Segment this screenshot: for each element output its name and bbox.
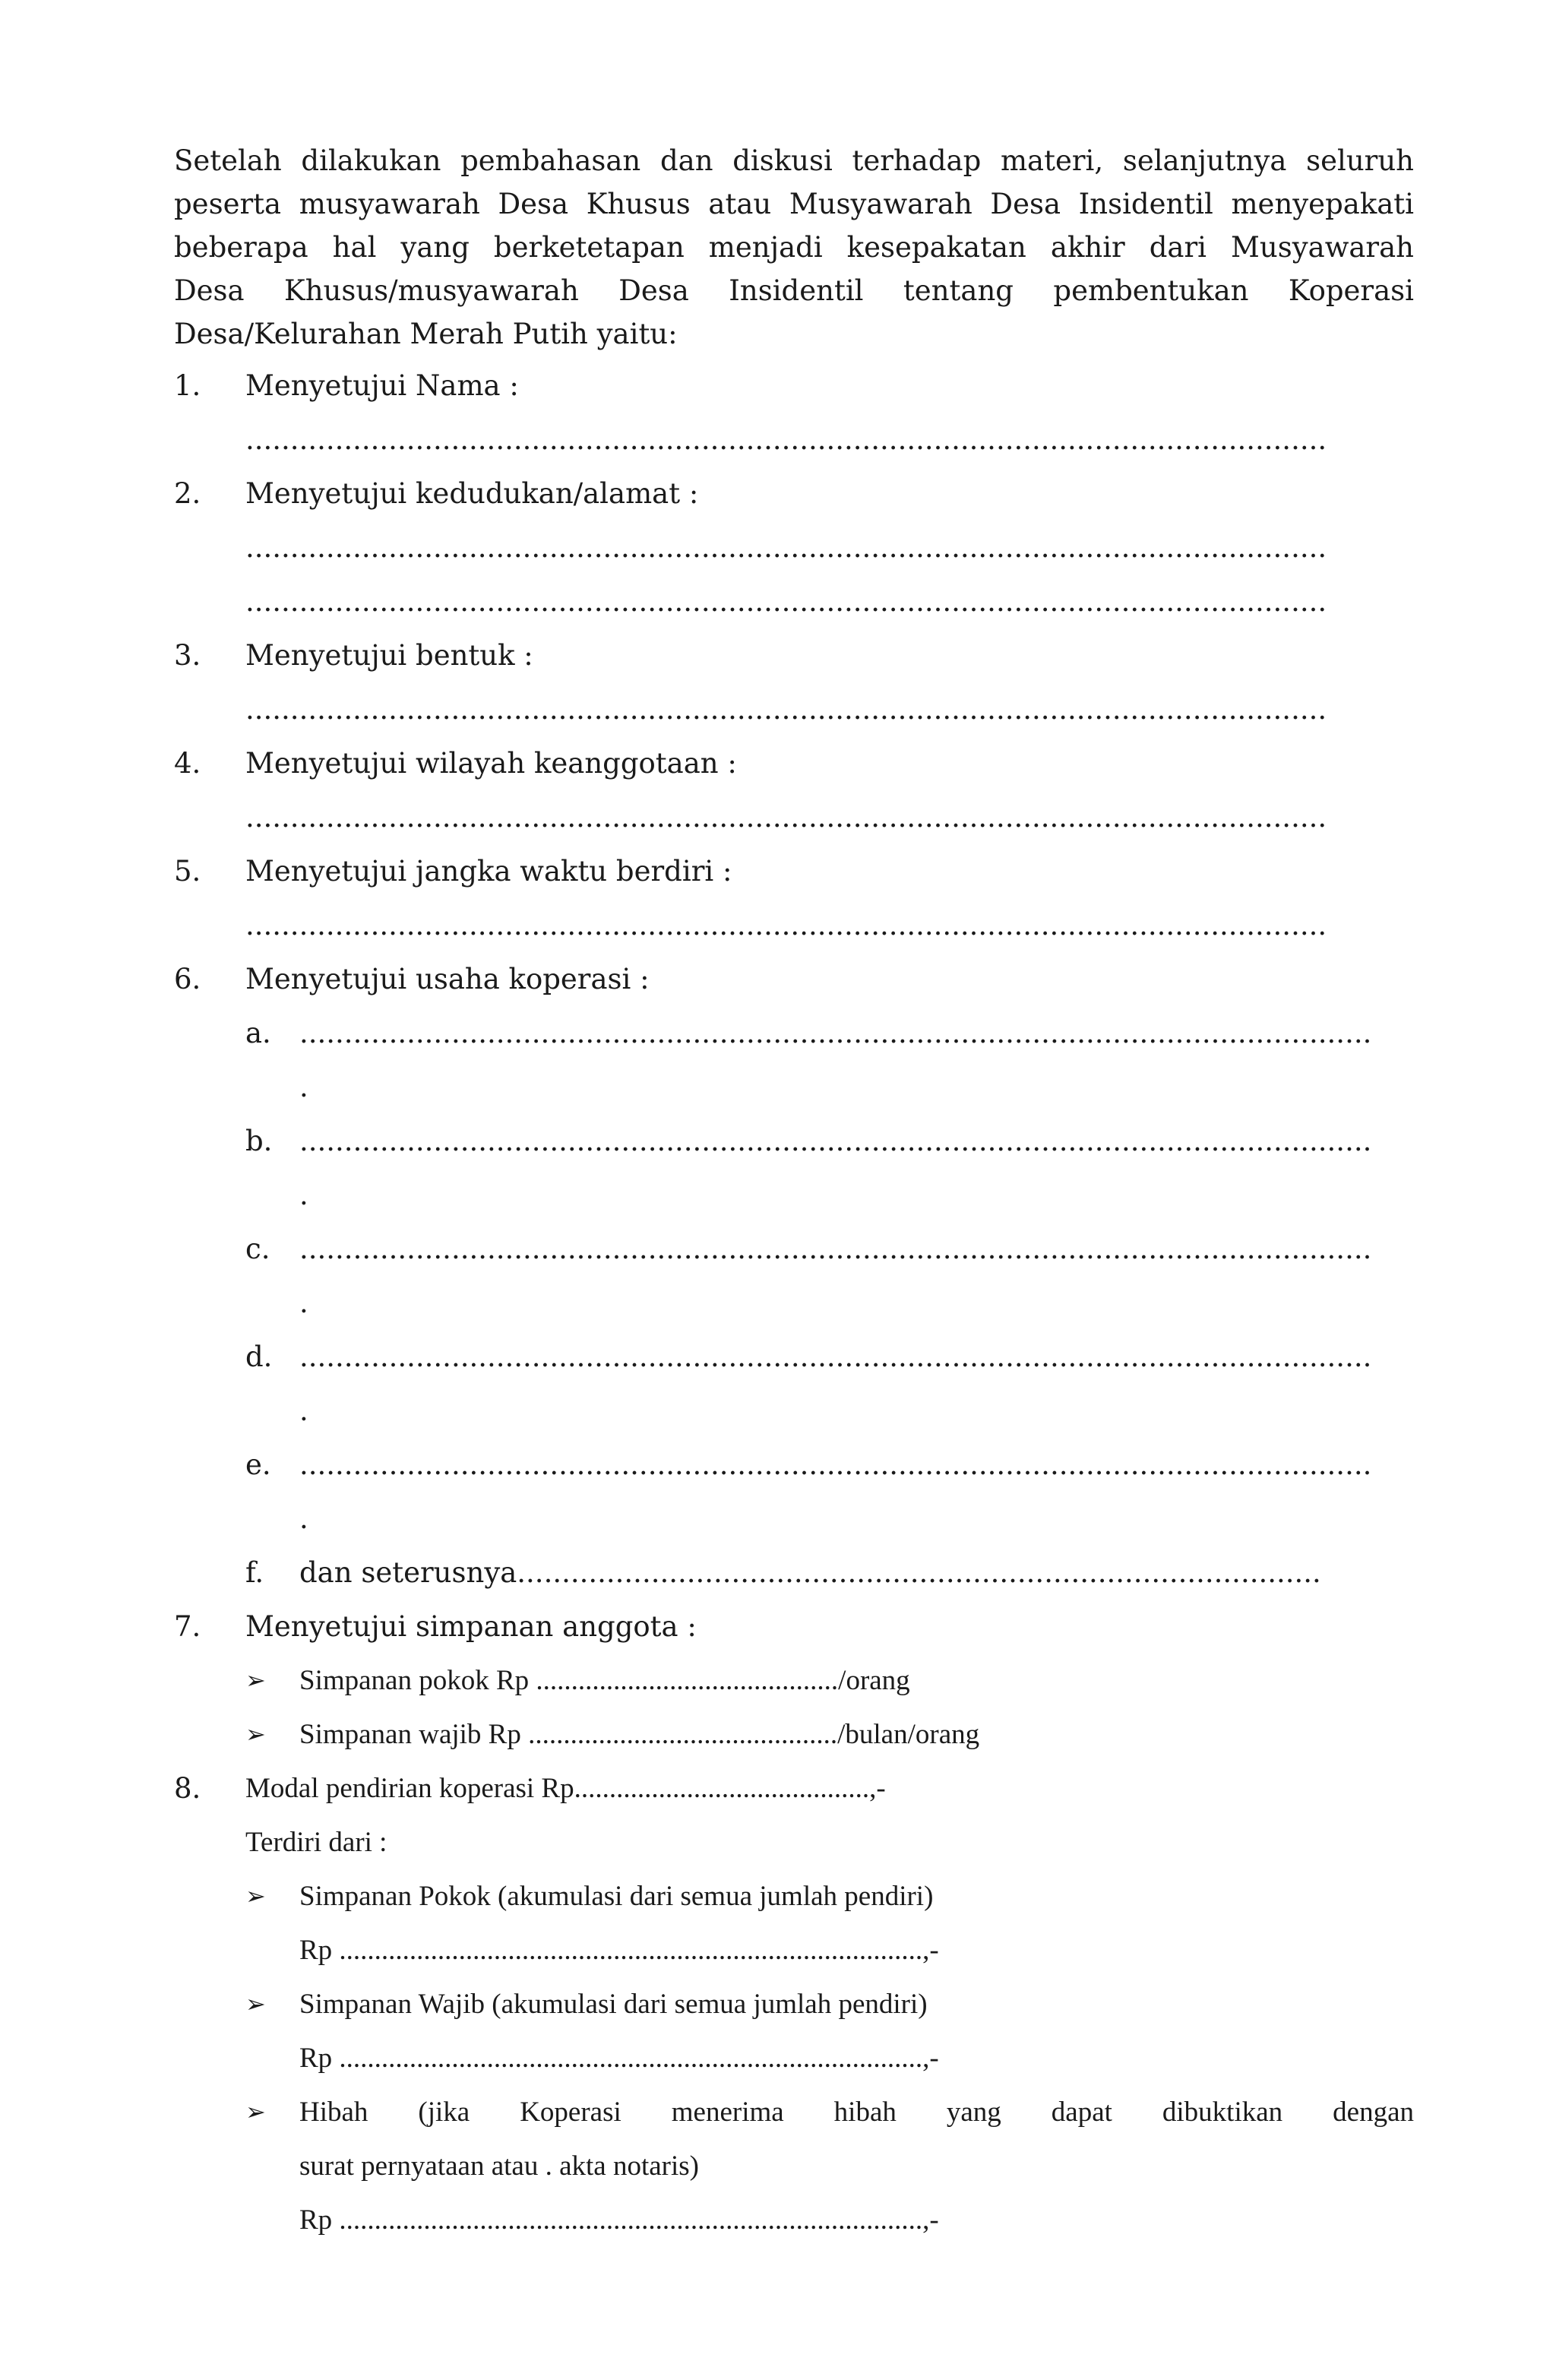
fill-line-usaha-e[interactable]: ........................................................................................................................ <box>299 1448 1372 1481</box>
item-number: 8. <box>174 1772 201 1805</box>
arrowhead-bullet-icon: ➢ <box>245 1720 266 1749</box>
modal-hibah-label-line1: Hibah (jika Koperasi menerima hibah yang dapat dibuktikan dengan <box>299 2097 1414 2128</box>
modal-simpanan-wajib-rp[interactable]: Rp ...................................................................................,- <box>299 2043 939 2074</box>
item-label-modal[interactable]: Modal pendirian koperasi Rp..........................................,- <box>245 1773 886 1804</box>
usaha-wrap-dot: . <box>299 1179 308 1211</box>
fill-line-kedudukan-2[interactable]: ......................................................................................................................... <box>245 585 1327 618</box>
fill-line-usaha-c[interactable]: ........................................................................................................................ <box>299 1233 1372 1265</box>
item-number: 3. <box>174 639 201 672</box>
intro-line: Desa/Kelurahan Merah Putih yaitu: <box>174 318 678 350</box>
arrowhead-bullet-icon: ➢ <box>245 2097 266 2126</box>
usaha-f-text[interactable]: dan seterusnya.......................................................................................... <box>299 1556 1321 1589</box>
terdiri-dari-label: Terdiri dari : <box>245 1827 387 1858</box>
fill-line-usaha-d[interactable]: ........................................................................................................................ <box>299 1340 1372 1373</box>
modal-hibah-label-line2: surat pernyataan atau . akta notaris) <box>299 2151 699 2182</box>
fill-line-bentuk[interactable]: ......................................................................................................................... <box>245 693 1327 726</box>
arrowhead-bullet-icon: ➢ <box>245 1882 266 1910</box>
item-number: 4. <box>174 747 201 780</box>
usaha-letter-a: a. <box>245 1017 271 1049</box>
usaha-letter-d: d. <box>245 1340 273 1373</box>
item-number: 6. <box>174 963 201 995</box>
intro-line: Setelah dilakukan pembahasan dan diskusi terhadap materi, selanjutnya seluruh <box>174 144 1414 177</box>
fill-line-wilayah[interactable]: ......................................................................................................................... <box>245 801 1327 834</box>
fill-line-usaha-a[interactable]: ........................................................................................................................ <box>299 1017 1372 1049</box>
usaha-wrap-dot: . <box>299 1287 308 1319</box>
fill-line-kedudukan-1[interactable]: ......................................................................................................................... <box>245 531 1327 564</box>
simpanan-pokok-line[interactable]: Simpanan pokok Rp .........................................../orang <box>299 1665 910 1696</box>
intro-paragraph <box>174 139 1414 356</box>
modal-simpanan-wajib-label: Simpanan Wajib (akumulasi dari semua jumlah pendiri) <box>299 1989 928 2020</box>
item-label-usaha: Menyetujui usaha koperasi : <box>245 963 650 995</box>
item-label-wilayah: Menyetujui wilayah keanggotaan : <box>245 747 737 780</box>
usaha-wrap-dot: . <box>299 1071 308 1103</box>
intro-line: Desa Khusus/musyawarah Desa Insidentil tentang pembentukan Koperasi <box>174 274 1414 307</box>
modal-hibah-rp[interactable]: Rp ...................................................................................,- <box>299 2204 939 2236</box>
item-label-kedudukan: Menyetujui kedudukan/alamat : <box>245 477 699 510</box>
modal-simpanan-pokok-rp[interactable]: Rp ...................................................................................,- <box>299 1935 939 1966</box>
item-label-bentuk: Menyetujui bentuk : <box>245 639 533 672</box>
usaha-letter-f: f. <box>245 1556 264 1589</box>
arrowhead-bullet-icon: ➢ <box>245 1666 266 1695</box>
intro-line: beberapa hal yang berketetapan menjadi kesepakatan akhir dari Musyawarah <box>174 231 1414 264</box>
usaha-wrap-dot: . <box>299 1502 308 1535</box>
usaha-letter-e: e. <box>245 1448 271 1481</box>
usaha-letter-c: c. <box>245 1233 270 1265</box>
item-label-jangka-waktu: Menyetujui jangka waktu berdiri : <box>245 855 732 888</box>
fill-line-jangka-waktu[interactable]: ......................................................................................................................... <box>245 909 1327 942</box>
usaha-wrap-dot: . <box>299 1394 308 1427</box>
fill-line-nama[interactable]: ......................................................................................................................... <box>245 423 1327 456</box>
item-number: 5. <box>174 855 201 888</box>
item-number: 7. <box>174 1610 201 1643</box>
intro-line: peserta musyawarah Desa Khusus atau Musyawarah Desa Insidentil menyepakati <box>174 188 1414 220</box>
arrowhead-bullet-icon: ➢ <box>245 1989 266 2018</box>
item-label-nama: Menyetujui Nama : <box>245 369 519 402</box>
usaha-letter-b: b. <box>245 1125 273 1157</box>
simpanan-wajib-line[interactable]: Simpanan wajib Rp ............................................/bulan/orang <box>299 1719 980 1750</box>
item-number: 2. <box>174 477 201 510</box>
modal-simpanan-pokok-label: Simpanan Pokok (akumulasi dari semua jumlah pendiri) <box>299 1881 934 1912</box>
item-label-simpanan-anggota: Menyetujui simpanan anggota : <box>245 1610 697 1643</box>
item-number: 1. <box>174 369 201 402</box>
fill-line-usaha-b[interactable]: ........................................................................................................................ <box>299 1125 1372 1157</box>
